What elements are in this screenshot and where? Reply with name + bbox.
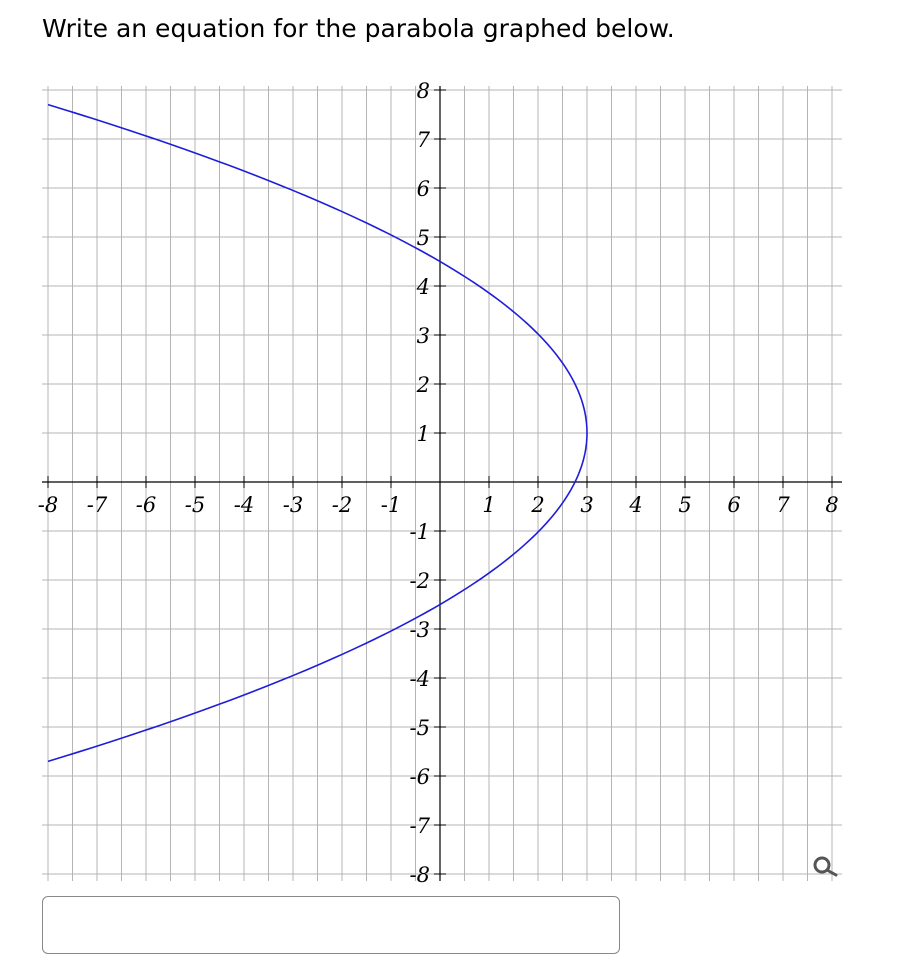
x-tick-label: 3 [580, 493, 594, 517]
x-tick-label: 2 [531, 493, 545, 517]
y-tick-label: 2 [416, 373, 430, 397]
x-tick-label: -4 [233, 493, 255, 517]
y-tick-label: 7 [416, 128, 430, 152]
x-tick-label: 8 [825, 493, 839, 517]
answer-input[interactable] [42, 896, 620, 954]
y-tick-label: -7 [409, 814, 430, 838]
y-tick-label: -2 [409, 569, 430, 593]
y-tick-label: 5 [416, 226, 430, 250]
y-tick-label: 8 [416, 79, 430, 103]
y-tick-label: 1 [416, 422, 430, 446]
x-tick-label: 5 [678, 493, 692, 517]
y-tick-label: 6 [416, 177, 430, 201]
x-tick-label: 7 [776, 493, 790, 517]
y-tick-label: -1 [409, 520, 430, 544]
magnifier-icon[interactable] [808, 845, 848, 885]
y-tick-label: 4 [416, 275, 430, 299]
y-tick-label: -3 [409, 618, 430, 642]
y-tick-label: -6 [409, 765, 430, 789]
y-tick-label: 3 [416, 324, 430, 348]
x-tick-label: 1 [482, 493, 496, 517]
x-tick-label: -2 [331, 493, 353, 517]
x-tick-label: 4 [629, 493, 643, 517]
y-tick-label: -5 [409, 716, 430, 740]
x-tick-label: -7 [86, 493, 108, 517]
y-tick-label: -4 [409, 667, 430, 691]
y-tick-label: -8 [409, 863, 430, 887]
x-tick-label: -3 [282, 493, 304, 517]
x-tick-label: -6 [135, 493, 157, 517]
x-tick-label: 6 [727, 493, 741, 517]
question-prompt: Write an equation for the parabola graphed below. [42, 14, 675, 43]
x-tick-label: -5 [184, 493, 206, 517]
x-tick-label: -1 [380, 493, 402, 517]
x-tick-label: -8 [37, 493, 59, 517]
